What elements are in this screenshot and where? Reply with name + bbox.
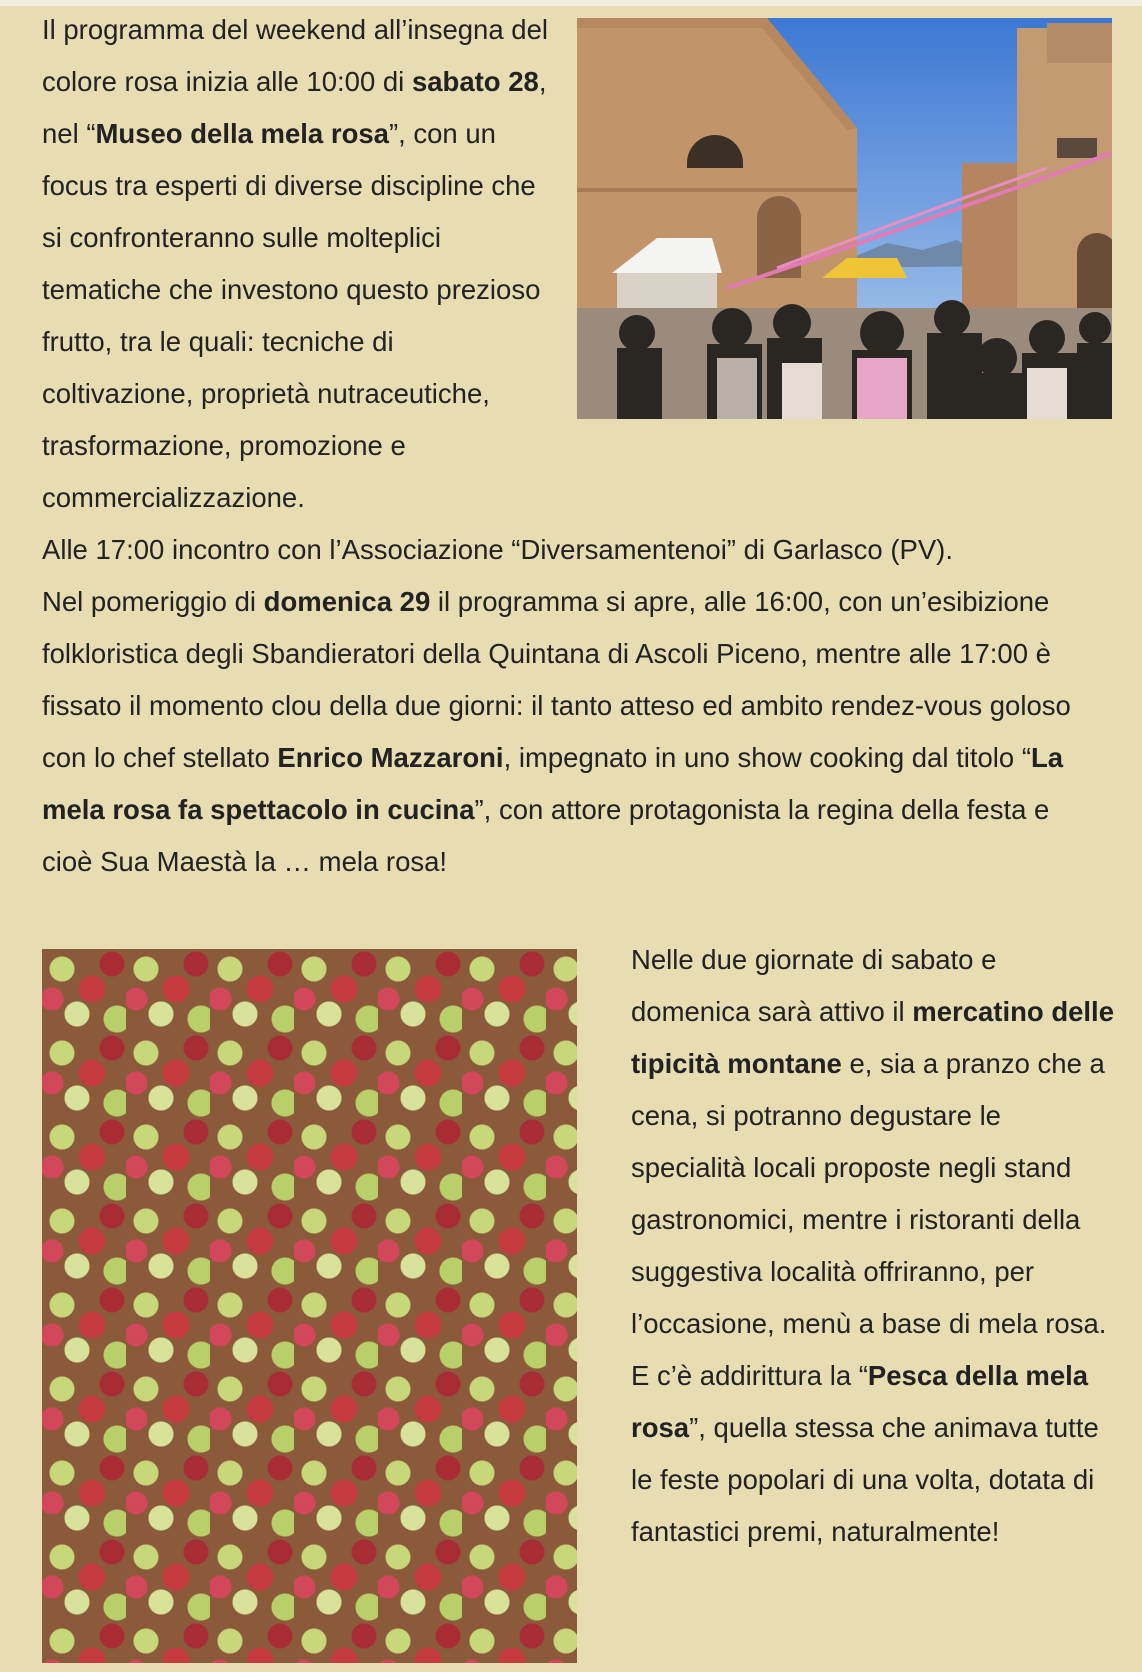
text-segment: ”, quella stessa che animava tutte le feste popolari di una volta, dotata di fantastici premi, naturalmente! [631, 1412, 1099, 1547]
bold-text-market: mercatino delle tipicità montane [631, 996, 1114, 1079]
text-segment: ”, con attore protagonista la regina della festa e cioè Sua Maestà la … mela rosa! [42, 794, 1050, 877]
text-segment: e, sia a pranzo che a cena, si potranno degustare le specialità locali proposte negli stand gastronomici, mentre i ristoranti della suggestiva località offriranno, per l’occasione, menù a base di mela rosa. [631, 1048, 1107, 1339]
bold-text-saturday: sabato 28 [411, 66, 539, 97]
text-segment: E c’è addirittura la “ [631, 1360, 868, 1391]
text-segment: , nel “ [42, 66, 547, 149]
apples-photo [42, 949, 577, 1663]
bold-text-fishing-game: Pesca della mela rosa [631, 1360, 1089, 1443]
text-segment: Alle 17:00 incontro con l’Associazione “Diversamentenoi” di Garlasco (PV). [42, 534, 953, 565]
bold-text-sunday: domenica 29 [263, 586, 431, 617]
photo-float-spacer [558, 4, 1112, 436]
article-paragraph-main [42, 4, 1102, 888]
bold-text-show-title: La mela rosa fa spettacolo in cucina [42, 742, 1064, 825]
text-segment: ”, con un focus tra esperti di diverse discipline che si confronteranno sulle molteplici tematiche che investono questo prezioso frutto, tra le quali: tecniche di coltivazione, proprietà nutraceutiche, trasformazione, promozione e commercializzazione. [42, 118, 541, 513]
text-segment: , impegnato in uno show cooking dal titolo “ [503, 742, 1031, 773]
text-segment: il programma si apre, alle 16:00, con un’esibizione folkloristica degli Sbandieratori della Quintana di Ascoli Piceno, mentre alle 17:00 è fissato il momento clou della due giorni: il tanto atteso ed ambito rendez-vous goloso con lo chef stellato [42, 586, 1071, 773]
text-segment: Nel pomeriggio di [42, 586, 264, 617]
article-paragraph-market [631, 934, 1121, 1558]
bold-text-chef-name: Enrico Mazzaroni [277, 742, 504, 773]
bold-text-museum: Museo della mela rosa [95, 118, 389, 149]
text-segment: Nelle due giornate di sabato e domenica sarà attivo il [631, 944, 997, 1027]
text-segment: Il programma del weekend all’insegna del colore rosa inizia alle 10:00 di [42, 14, 548, 97]
